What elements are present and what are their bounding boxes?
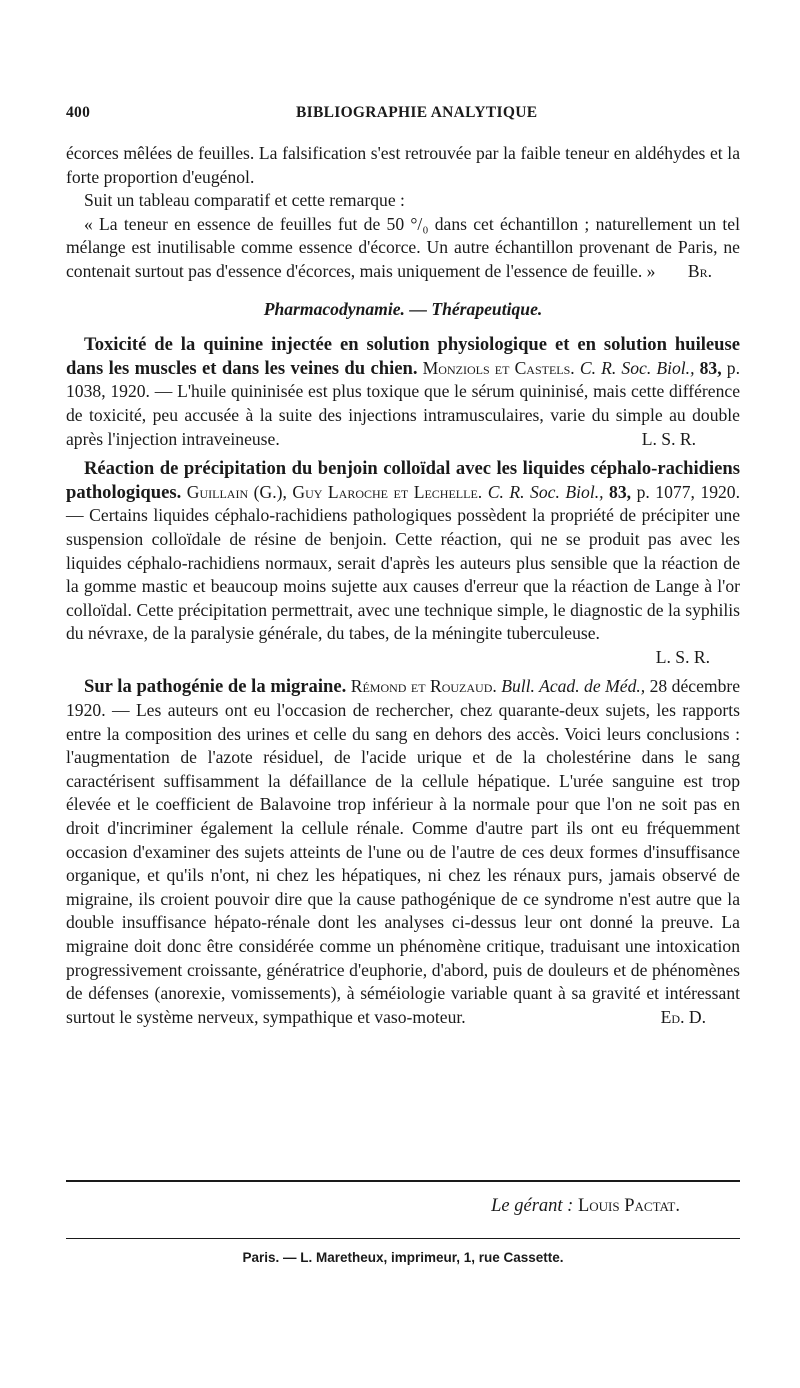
continuation-quote (66, 213, 740, 284)
page-number: 400 (66, 104, 91, 121)
footer-rule (66, 1180, 740, 1182)
signature: L. S. R. (655, 646, 710, 667)
article-reference: p. 1038, 1920. — (66, 357, 740, 402)
article-authors: Guillain (G.), Guy Laroche et Lechelle. (186, 481, 483, 502)
article-volume: 83, (609, 481, 632, 502)
article-entry (66, 333, 740, 451)
article-entry (66, 457, 740, 669)
gerant-label: Le gérant : (491, 1196, 574, 1216)
article-entry (66, 675, 740, 1029)
article-volume: 83, (699, 357, 722, 378)
gerant-line (491, 1196, 680, 1217)
article-authors: Rémond et Rouzaud. (350, 676, 497, 697)
article-journal: C. R. Soc. Biol., (579, 357, 695, 378)
article-title: Réaction de précipitation du benjoin colloïdal avec les liquides céphalo-rachidiens pathologiques. (66, 458, 740, 503)
article-body: Les auteurs ont eu l'occasion de rechercher, chez quarante-deux sujets, les rapports entre la composition des urines et celle du sang en dehors des accès. Voici leurs conclusions : l'augmentation de l'azote résiduel, de l'acide urique et de la cholestérine dans le sang caractérisent suffisamment la défaillance de la cellule hépatique. L'urée sanguine est trop élevée et le coefficient de Balavoine trop inférieur à la normale pour que l'on ne soit pas en droit d'incriminer également la cellule rénale. Comme d'autre part ils ont eu fréquemment occasion d'examiner des sujets atteints de l'une ou de l'autre de ces deux formes d'insuffisance organique, et qu'ils n'ont, ni chez les hépatiques, ni chez les rénaux purs, jamais observé de migraine, ils croient pouvoir dire que la cause pathogénique de ce syndrome n'est autre que la double insuffisance hépato-rénale dont les analyses ci-dessus leur ont donné la preuve. La migraine doit donc être considérée comme un phénomène critique, traduisant une intoxication progressivement croissante, génératrice d'euphorie, d'abord, puis de douleurs et de phénomènes de défenses (anorexie, vomissements), à séméiologie variable quant à sa gravité et intéressant surtout le système nerveux, sympathique et vaso-moteur. (66, 700, 740, 1027)
article-authors: Monziols et Castels. (422, 357, 575, 378)
imprint-rule (66, 1238, 740, 1239)
signature: L. S. R. (641, 428, 696, 449)
article-body: Certains liquides céphalo-rachidiens pathologiques possèdent la propriété de précipiter une suspension colloïdale de résine de benjoin. Cette réaction, qui ne se produit pas avec les liquides céphalo-rachidiens normaux, serait d'après les auteurs plus sensible que la réaction de la gomme mastic et beaucoup moins sujette aux causes d'erreur que la réaction de Lange à l'or colloïdal. Cette précipitation permettrait, avec une technique simple, le diagnostic de la syphilis du névraxe, de la paralysie générale, du tabes, de la méningite tuberculeuse. (66, 505, 741, 644)
printer-imprint: Paris. — L. Maretheux, imprimeur, 1, rue Cassette. (242, 1250, 564, 1265)
journal-page (66, 0, 740, 1388)
signature: Br. (687, 260, 712, 281)
continuation-paragraph: Suit un tableau comparatif et cette remarque : (84, 190, 405, 211)
gerant-name: Louis Pactat. (577, 1196, 680, 1216)
article-journal: C. R. Soc. Biol., (487, 481, 604, 502)
article-reference: 28 décembre 1920. — (66, 676, 741, 721)
article-body: L'huile quininisée est plus toxique que le sérum quininisé, mais cette différence de toxicité, peu accusée à la suite des injections intramusculaires, varie du simple au double après l'injection intraveineuse. (66, 381, 741, 449)
signature: Ed. D. (660, 1006, 706, 1027)
article-title: Toxicité de la quinine injectée en solution physiologique et en solution huileuse dans les muscles et dans les veines du chien. (66, 334, 740, 379)
running-header (66, 104, 740, 128)
continuation-paragraph: écorces mêlées de feuilles. La falsification s'est retrouvée par la faible teneur en aldéhydes et la forte proportion d'eugénol. (66, 143, 740, 187)
article-reference: p. 1077, 1920. — (66, 481, 740, 526)
running-title: BIBLIOGRAPHIE ANALYTIQUE (296, 104, 538, 121)
section-heading: Pharmacodynamie. — Thérapeutique. (263, 298, 543, 319)
quote-text: « La teneur en essence de feuilles fut de 50 °/₀ dans cet échantillon ; naturellement un tel mélange est inutilisable comme essence d'écorce. Un autre échantillon provenant de Paris, ne contenait surtout pas d'essence d'écorces, mais uniquement de l'essence de feuille. » (66, 213, 740, 281)
body-text (66, 142, 740, 1029)
article-title: Sur la pathogénie de la migraine. (84, 676, 347, 698)
article-journal: Bull. Acad. de Méd., (501, 676, 646, 697)
